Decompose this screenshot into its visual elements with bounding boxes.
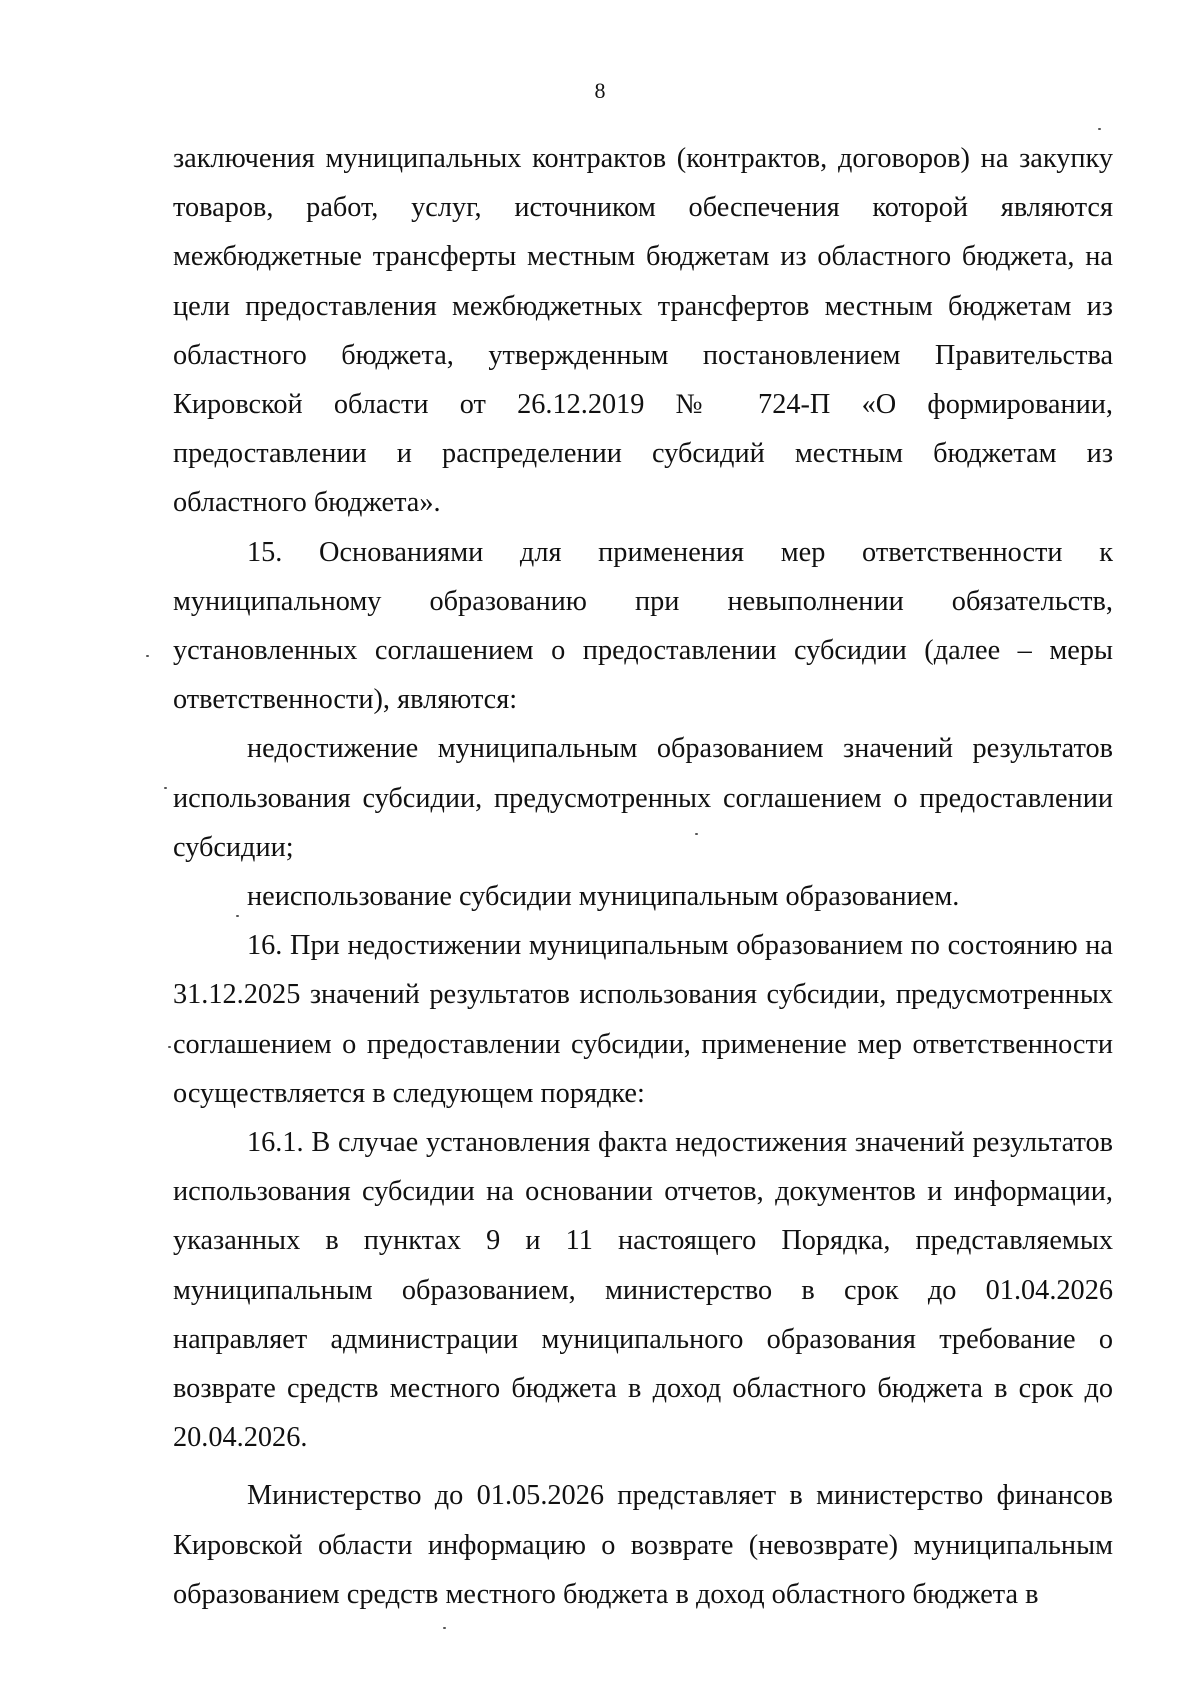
paragraph-clause-16-1: 16.1. В случае установления факта недостижения значений результатов использования субсидии на основании отчетов, документов и информации, указанных в пунктах 9 и 11 настоящего Порядка, представляемых муниципальным образованием, министерство в срок до 01.04.2026 направляет администрации муниципального образования требование о возврате средств местного бюджета в доход областного бюджета в срок до 20.04.2026. bbox=[173, 1127, 1113, 1454]
scan-speck bbox=[443, 1627, 446, 1629]
paragraph-ground-nonuse: неиспользование субсидии муниципальным образованием. bbox=[247, 881, 960, 913]
paragraph-clause-15: 15. Основаниями для применения мер ответственности к муниципальному образованию при невыполнении обязательств, установленных соглашением о предоставлении субсидии (далее – меры ответственности), являются: bbox=[173, 536, 1113, 716]
paragraph-continuation: заключения муниципальных контрактов (контрактов, договоров) на закупку товаров, работ, услуг, источником обеспечения которой являются межбюджетные трансферты местным бюджетам из областного бюджета, на цели предоставления межбюджетных трансфертов местным бюджетам из областного бюджета, утвержденным постановлением Правительства Кировской области от 26.12.2019 № 724-П «О формировании, предоставлении и распределении субсидий местным бюджетам из областного бюджета». bbox=[173, 143, 1113, 519]
scan-speck bbox=[695, 833, 698, 835]
scan-speck bbox=[164, 787, 167, 789]
scan-speck bbox=[1098, 128, 1101, 130]
scan-speck bbox=[146, 655, 149, 657]
paragraph-ground-results: недостижение муниципальным образованием значений результатов использования субсидии, предусмотренных соглашением о предоставлении субсидии; bbox=[173, 733, 1113, 863]
paragraph-clause-16: 16. При недостижении муниципальным образованием по состоянию на 31.12.2025 значений результатов использования субсидии, предусмотренных соглашением о предоставлении субсидии, применение мер ответственности осуществляется в следующем порядке: bbox=[173, 930, 1113, 1109]
scan-speck bbox=[236, 915, 239, 917]
scan-speck bbox=[168, 1046, 171, 1048]
page-number: 8 bbox=[594, 78, 606, 103]
paragraph-ministry-report: Министерство до 01.05.2026 представляет в министерство финансов Кировской области информацию о возврате (невозврате) муниципальным образованием средств местного бюджета в доход областного бюджета в bbox=[173, 1480, 1113, 1610]
document-body bbox=[173, 134, 1113, 1619]
